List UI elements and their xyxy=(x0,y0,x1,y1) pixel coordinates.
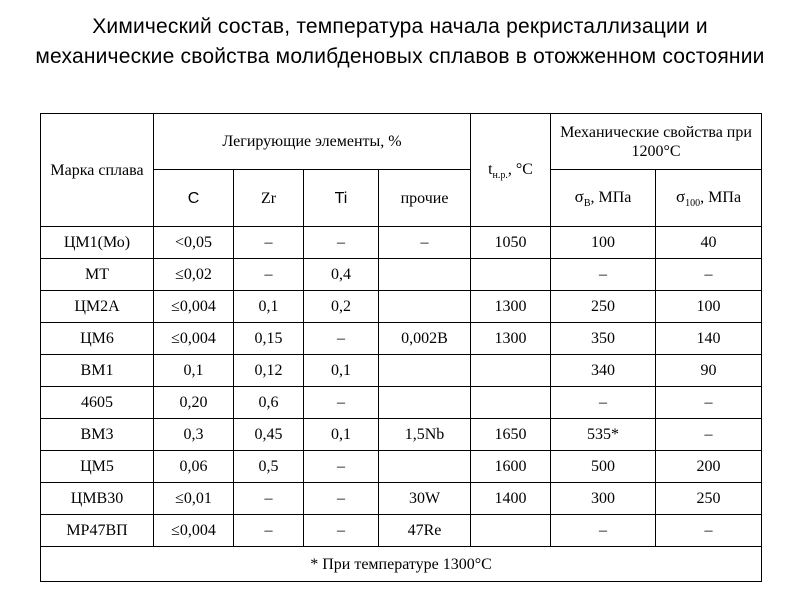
cell-carbon: 0,3 xyxy=(154,419,234,451)
cell-grade: МТ xyxy=(41,259,154,291)
cell-sigma-100: 40 xyxy=(656,227,762,259)
footnote: * При температуре 1300°С xyxy=(41,547,762,582)
cell-titanium: 0,4 xyxy=(304,259,379,291)
table-row xyxy=(41,515,762,547)
cell-recrystallization-temp xyxy=(471,387,551,419)
cell-carbon: 0,20 xyxy=(154,387,234,419)
cell-sigma-b: 350 xyxy=(551,323,656,355)
header-sigma-b xyxy=(551,170,656,227)
cell-zirconium: 0,6 xyxy=(234,387,304,419)
table-row xyxy=(41,323,762,355)
cell-zirconium: 0,5 xyxy=(234,451,304,483)
cell-sigma-b: 100 xyxy=(551,227,656,259)
sigma-b-subscript: В xyxy=(583,198,591,209)
cell-recrystallization-temp xyxy=(471,259,551,291)
table-row xyxy=(41,483,762,515)
header-sigma-100 xyxy=(656,170,762,227)
header-carbon: C xyxy=(154,170,234,227)
cell-grade: ЦМ6 xyxy=(41,323,154,355)
cell-other: 1,5Nb xyxy=(379,419,471,451)
cell-other xyxy=(379,387,471,419)
cell-recrystallization-temp: 1300 xyxy=(471,323,551,355)
cell-recrystallization-temp xyxy=(471,515,551,547)
sigma-100-subscript: 100 xyxy=(685,198,701,209)
cell-other xyxy=(379,451,471,483)
cell-grade: МР47ВП xyxy=(41,515,154,547)
cell-sigma-100: 140 xyxy=(656,323,762,355)
cell-sigma-b: 535* xyxy=(551,419,656,451)
cell-carbon: ≤0,004 xyxy=(154,291,234,323)
cell-titanium: – xyxy=(304,227,379,259)
header-zirconium: Zr xyxy=(234,170,304,227)
cell-carbon: 0,1 xyxy=(154,355,234,387)
cell-other: – xyxy=(379,227,471,259)
cell-zirconium: – xyxy=(234,227,304,259)
cell-recrystallization-temp: 1300 xyxy=(471,291,551,323)
cell-titanium: 0,2 xyxy=(304,291,379,323)
header-other: прочие xyxy=(379,170,471,227)
cell-recrystallization-temp: 1600 xyxy=(471,451,551,483)
cell-carbon: ≤0,004 xyxy=(154,323,234,355)
cell-other: 30W xyxy=(379,483,471,515)
cell-recrystallization-temp: 1650 xyxy=(471,419,551,451)
cell-recrystallization-temp xyxy=(471,355,551,387)
cell-recrystallization-temp: 1400 xyxy=(471,483,551,515)
cell-other xyxy=(379,291,471,323)
cell-carbon: ≤0,004 xyxy=(154,515,234,547)
cell-carbon: ≤0,02 xyxy=(154,259,234,291)
cell-sigma-100: 200 xyxy=(656,451,762,483)
cell-other: 0,002В xyxy=(379,323,471,355)
temp-symbol: t xyxy=(488,160,493,178)
cell-recrystallization-temp: 1050 xyxy=(471,227,551,259)
cell-sigma-100: 90 xyxy=(656,355,762,387)
cell-titanium: – xyxy=(304,387,379,419)
cell-zirconium: – xyxy=(234,515,304,547)
cell-titanium: 0,1 xyxy=(304,419,379,451)
sigma-100-unit: , МПа xyxy=(700,189,742,206)
cell-sigma-b: 500 xyxy=(551,451,656,483)
sigma-b-unit: , МПа xyxy=(590,189,632,206)
cell-carbon: <0,05 xyxy=(154,227,234,259)
cell-sigma-100: 100 xyxy=(656,291,762,323)
table-row xyxy=(41,227,762,259)
cell-grade: ЦМ2А xyxy=(41,291,154,323)
cell-grade: ЦМ5 xyxy=(41,451,154,483)
cell-sigma-b: – xyxy=(551,387,656,419)
cell-carbon: 0,06 xyxy=(154,451,234,483)
sigma-symbol: σ xyxy=(574,187,584,206)
header-alloying-elements: Легирующие элементы, % xyxy=(154,114,471,170)
cell-grade: ВМ3 xyxy=(41,419,154,451)
alloy-properties-table xyxy=(40,113,762,582)
header-mechanical-properties: Механические свойства при 1200°С xyxy=(551,114,762,170)
cell-sigma-b: 300 xyxy=(551,483,656,515)
table-row xyxy=(41,387,762,419)
cell-grade: ЦМ1(Мо) xyxy=(41,227,154,259)
cell-carbon: ≤0,01 xyxy=(154,483,234,515)
cell-other: 47Re xyxy=(379,515,471,547)
cell-sigma-100: – xyxy=(656,387,762,419)
cell-other xyxy=(379,259,471,291)
cell-grade: ВМ1 xyxy=(41,355,154,387)
cell-zirconium: 0,12 xyxy=(234,355,304,387)
table-row xyxy=(41,259,762,291)
cell-zirconium: – xyxy=(234,259,304,291)
cell-sigma-100: – xyxy=(656,419,762,451)
footnote-row xyxy=(41,547,762,582)
table-row xyxy=(41,451,762,483)
cell-zirconium: 0,15 xyxy=(234,323,304,355)
page-title: Химический состав, температура начала рекристаллизации и механические свойства молибденовых сплавов в отожженном состоянии xyxy=(35,15,765,68)
cell-sigma-b: 250 xyxy=(551,291,656,323)
cell-zirconium: – xyxy=(234,483,304,515)
table-row xyxy=(41,355,762,387)
header-titanium: Ti xyxy=(304,170,379,227)
sigma-symbol: σ xyxy=(676,187,686,206)
table-row xyxy=(41,419,762,451)
cell-other xyxy=(379,355,471,387)
temp-subscript: н.р. xyxy=(492,169,508,181)
cell-zirconium: 0,45 xyxy=(234,419,304,451)
cell-titanium: – xyxy=(304,451,379,483)
cell-titanium: 0,1 xyxy=(304,355,379,387)
cell-grade: 4605 xyxy=(41,387,154,419)
cell-sigma-b: – xyxy=(551,259,656,291)
cell-sigma-100: 250 xyxy=(656,483,762,515)
cell-sigma-100: – xyxy=(656,515,762,547)
cell-sigma-100: – xyxy=(656,259,762,291)
header-grade: Марка сплава xyxy=(41,114,154,227)
cell-sigma-b: – xyxy=(551,515,656,547)
cell-zirconium: 0,1 xyxy=(234,291,304,323)
table-row xyxy=(41,291,762,323)
cell-titanium: – xyxy=(304,323,379,355)
cell-titanium: – xyxy=(304,515,379,547)
header-recrystallization-temp xyxy=(471,114,551,227)
cell-grade: ЦМВ30 xyxy=(41,483,154,515)
cell-sigma-b: 340 xyxy=(551,355,656,387)
cell-titanium: – xyxy=(304,483,379,515)
temp-unit: , °С xyxy=(507,160,533,178)
